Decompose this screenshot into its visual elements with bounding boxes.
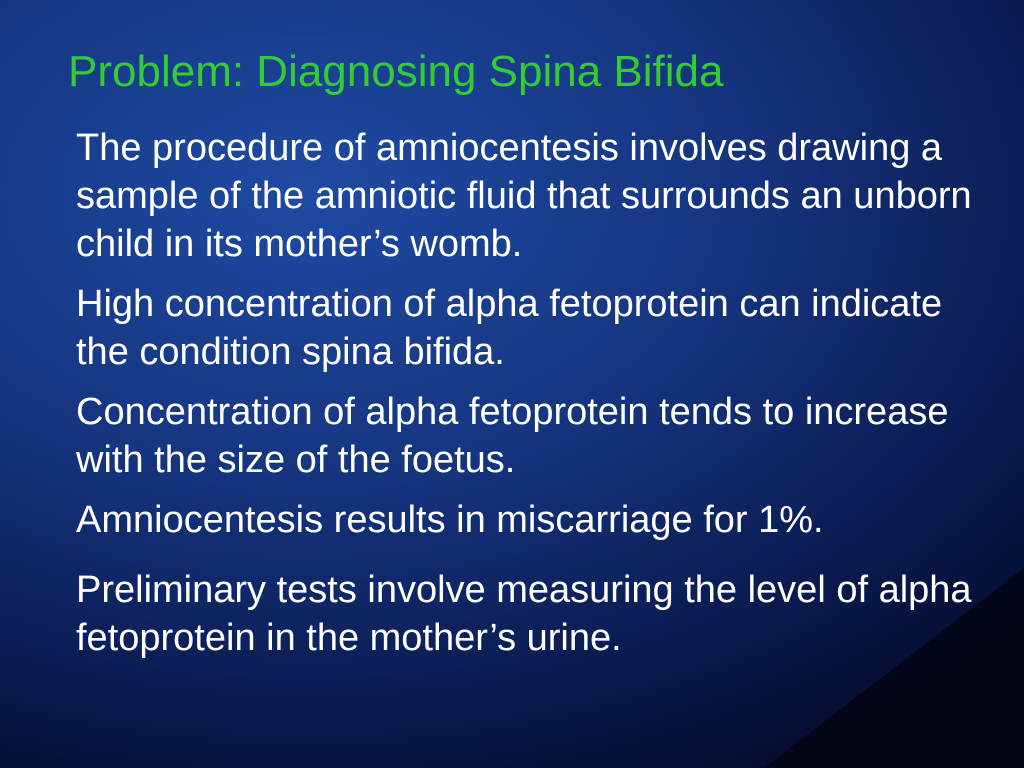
paragraph-amniocentesis-procedure: The procedure of amniocentesis involves drawing a sample of the amniotic fluid that surrounds an unborn child in its mother’s womb. — [76, 127, 972, 265]
slide-title: Problem: Diagnosing Spina Bifida — [68, 47, 724, 96]
paragraph-concentration-size: Concentration of alpha fetoprotein tends to increase with the size of the foetus. — [76, 391, 949, 481]
paragraph-high-concentration: High concentration of alpha fetoprotein can indicate the condition spina bifida. — [76, 283, 943, 373]
paragraph-preliminary-tests: Preliminary tests involve measuring the level of alpha fetoprotein in the mother’s urine. — [76, 569, 972, 659]
paragraph-miscarriage-rate: Amniocentesis results in miscarriage for 1%. — [76, 499, 824, 541]
slide-body — [76, 124, 996, 662]
